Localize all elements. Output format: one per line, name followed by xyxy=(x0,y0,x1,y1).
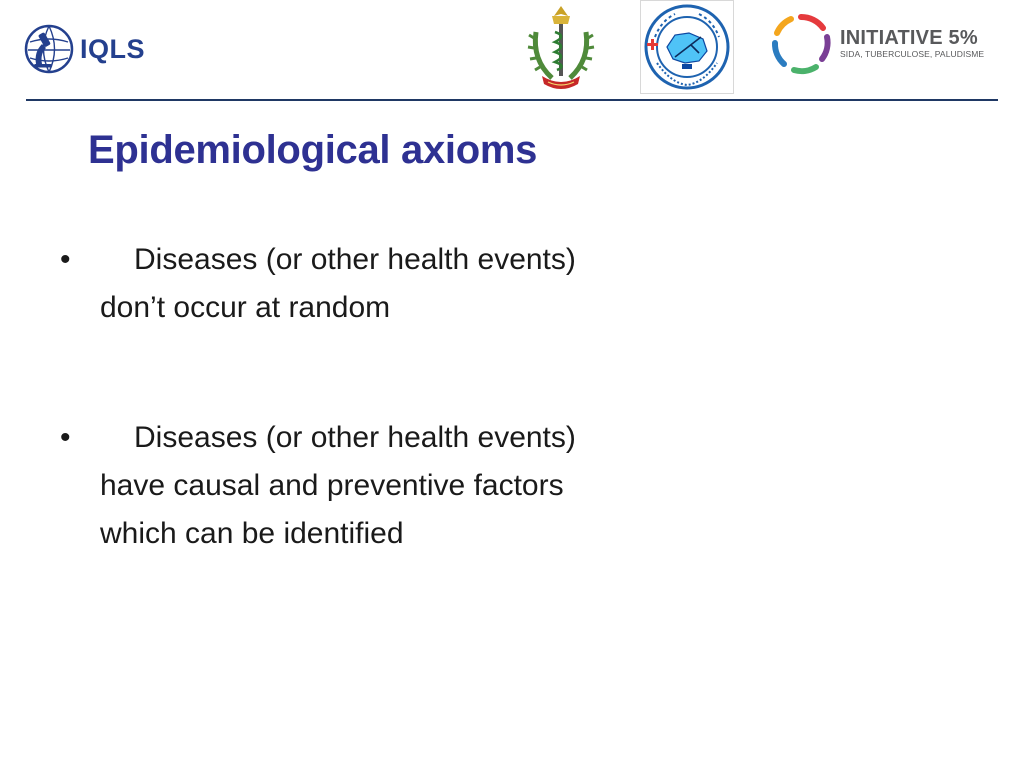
ministry-crest-logo xyxy=(522,2,600,94)
slide-title: Epidemiological axioms xyxy=(88,128,538,172)
bullet-line: have causal and preventive factors xyxy=(100,469,564,502)
bullet-line: don’t occur at random xyxy=(100,291,391,324)
bullet-item xyxy=(60,414,700,558)
initiative-subtitle: SIDA, TUBERCULOSE, PALUDISME xyxy=(840,48,985,59)
bullet-line: which can be identified xyxy=(100,517,404,550)
iqls-logo-text: IQLS xyxy=(80,33,146,64)
initiative-text-block xyxy=(840,28,984,60)
bullet-symbol: • xyxy=(60,421,71,454)
initiative-title: INITIATIVE 5% xyxy=(840,26,978,49)
initiative-ring-icon xyxy=(770,13,832,75)
ministry-of-health-crest-icon xyxy=(522,2,600,94)
iqls-logo xyxy=(24,22,154,76)
cnm-seal-logo xyxy=(640,0,734,94)
bullet-line: Diseases (or other health events) xyxy=(134,243,576,276)
initiative-5-logo xyxy=(770,10,1006,78)
bullet-item xyxy=(60,236,700,332)
bullet-symbol: • xyxy=(60,243,71,276)
bullet-list xyxy=(60,236,700,558)
bullet-line: Diseases (or other health events) xyxy=(134,421,576,454)
cnm-seal-icon xyxy=(641,1,733,93)
header-divider xyxy=(26,99,998,101)
globe-microscope-icon xyxy=(24,24,74,74)
